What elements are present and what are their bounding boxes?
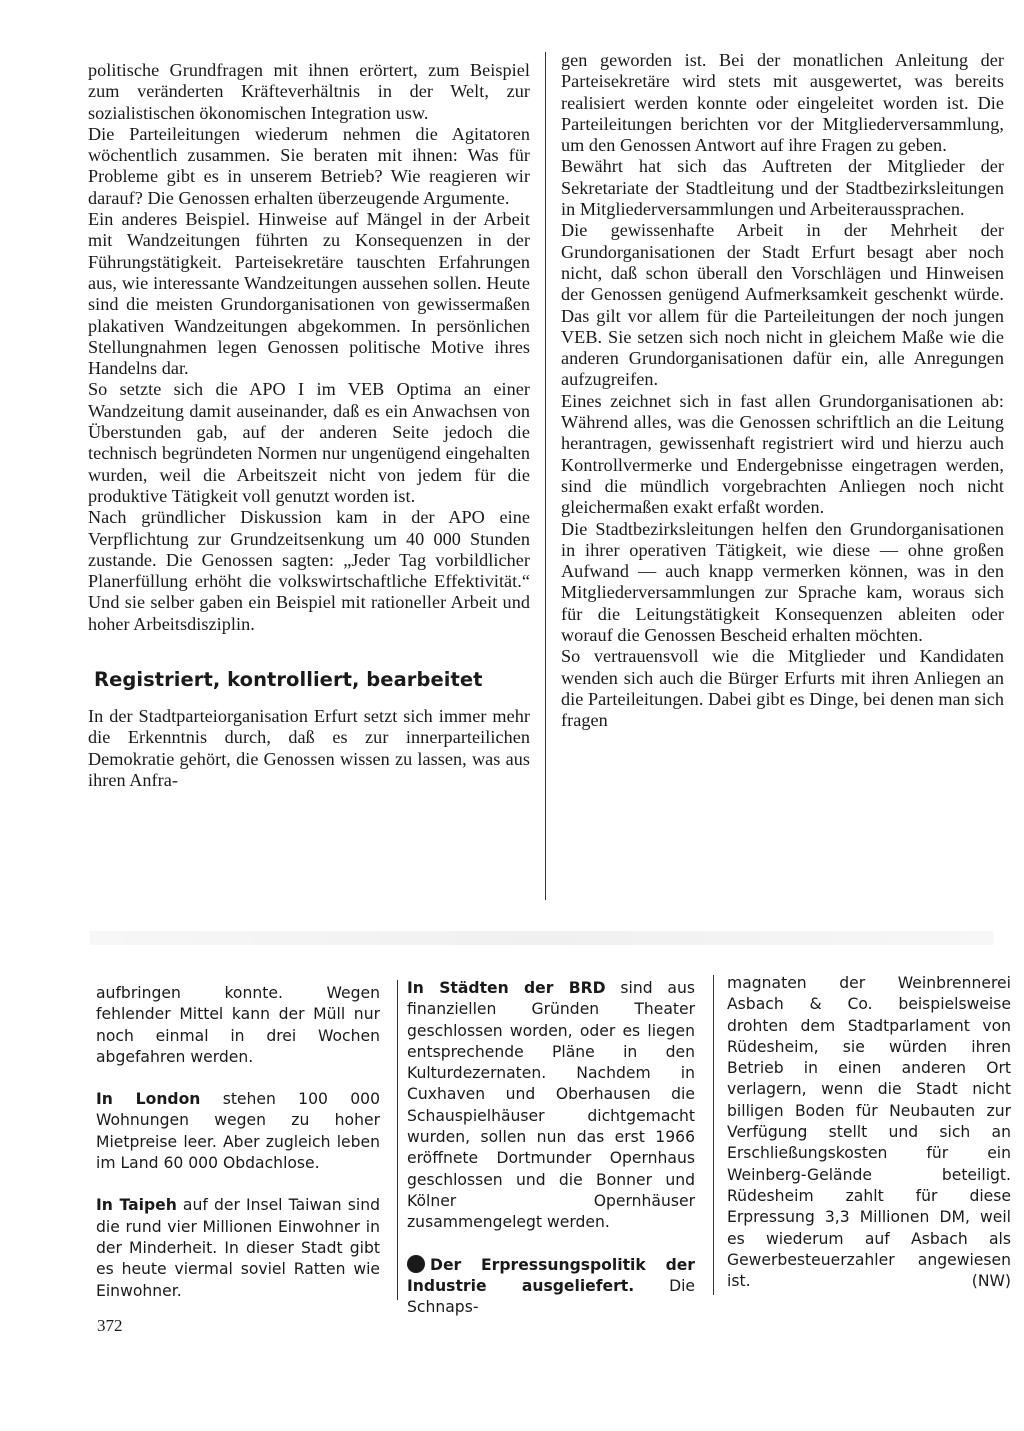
source-signoff: (NW) [971, 1272, 1011, 1291]
news-text: stehen 100 000 Wohnungen wegen zu hoher Mietpreise leer. Aber zugleich leben im Land 60 000 Obdachlose. [96, 1090, 381, 1173]
news-text: sind aus finanziellen Gründen Theater geschlossen worden, oder es liegen entsprechende Pläne in den Kulturdezernaten. Nachdem in Cuxhaven und Oberhausen die Schauspielhäuser dichtgemacht wurden, sollen nun das erst 1966 eröffnete Dortmunder Opernhaus geschlossen und die Bonner und Kölner Opernhäuser zusammengelegt werden. [407, 979, 695, 1232]
page-number: 372 [97, 1316, 123, 1335]
section-heading: Registriert, kontrolliert, bearbeitet [94, 668, 483, 692]
paragraph: Ein anderes Beispiel. Hinweise auf Mängel in der Arbeit mit Wandzeitungen führten zu Konsequenzen in der Führungstätigkeit. Parteisekretäre tauschten Erfahrungen aus, wie interessante Wandzeitungen aussehen sollen. Heute sind die meisten Grundorganisationen von gewissermaßen plakativen Wandzeitungen abgekommen. In persönlichen Stellungnahmen legen Genossen politische Motive ihres Handelns dar. [88, 209, 530, 379]
paragraph: So vertrauensvoll wie die Mitglieder und Kandidaten wenden sich auch die Bürger Erfurts mit ihren Anliegen an die Parteileitungen. Dabei gibt es Dinge, bei denen man sich fragen [561, 646, 1004, 731]
column-divider-bottom-1 [397, 980, 398, 1300]
news-item [407, 978, 695, 1234]
news-column-3 [727, 973, 1011, 1292]
news-text: Die Schnaps- [407, 1276, 695, 1317]
paragraph: politische Grundfragen mit ihnen erörtert, zum Beispiel zum veränderten Kräfteverhältnis in der Welt, zur sozialistischen ökonomischen Integration usw. [88, 60, 530, 123]
news-lead: Der Erpressungspolitik der Industrie ausgeliefert. [407, 1255, 695, 1295]
paragraph: So setzte sich die APO I im VEB Optima an einer Wandzeitung damit auseinander, daß es ein Anwachsen von Überstunden gab, auf der anderen Seite jedoch die technisch begründeten Normen nur ungenügend eingehalten wurden, weil die Arbeitszeit nicht von jedem für die produktive Tätigkeit voll genutzt worden ist. [88, 379, 530, 506]
article-column-right [561, 50, 1004, 732]
section-divider [90, 931, 994, 945]
paragraph: Die Parteileitungen wiederum nehmen die Agitatoren wöchentlich zusammen. Sie beraten mit ihnen: Was für Probleme gibt es in unserem Betrieb? Wie reagieren wir darauf? Die Genossen erhalten überzeugende Argumente. [88, 123, 530, 208]
column-divider-top [545, 52, 546, 900]
paragraph: gen geworden ist. Bei der monatlichen Anleitung der Parteisekretäre wird stets mit ausgewertet, was bereits realisiert werden konnte oder eingeleitet worden ist. Die Parteileitungen berichten vor der Mitgliederversammlung, um den Genossen Antwort auf ihre Fragen zu geben. [561, 50, 1004, 156]
news-lead: In Städten der BRD [407, 979, 606, 997]
bullet-icon [407, 1255, 425, 1273]
news-lead: In Taipeh [96, 1196, 177, 1215]
paragraph: Bewährt hat sich das Auftreten der Mitglieder der Sekretariate der Stadtleitung und der Stadtbezirksleitungen in Mitgliederversammlungen und Arbeiteraussprachen. [561, 156, 1004, 220]
paragraph: Nach gründlicher Diskussion kam in der APO eine Verpflichtung zur Grundzeitsenkung um 40 000 Stunden zustande. Die Genossen sagten: „Jeder Tag vorbildlicher Planerfüllung erhöht die volkswirtschaftliche Effektivität.“ Und sie selber gaben ein Beispiel mit rationeller Arbeit und hoher Arbeitsdisziplin. [88, 507, 530, 634]
paragraph: Eines zeichnet sich in fast allen Grundorganisationen ab: Während alles, was die Genossen schriftlich an die Leitung herantragen, gewissenhaft registriert wird und hierzu auch Kontrollvermerke und Endergebnisse eingetragen werden, sind die mündlich vorgebrachten Anliegen noch nicht gleichermaßen exakt erfaßt worden. [561, 390, 1004, 518]
news-item [407, 1255, 695, 1319]
column-divider-bottom-2 [713, 975, 714, 1295]
news-item [96, 1195, 380, 1301]
news-item [727, 973, 1011, 1292]
paragraph: Die gewissenhafte Arbeit in der Mehrheit der Grundorganisationen der Stadt Erfurt besagt aber noch nicht, daß schon überall den Vorschlägen und Hinweisen der Genossen genügend Aufmerksamkeit geschenkt würde. Das gilt vor allem für die Parteileitungen der noch jungen VEB. Sie setzen sich noch nicht in gleichem Maße wie die anderen Grundorganisationen dafür ein, alle Anregungen aufzugreifen. [561, 220, 1004, 390]
news-column-2 [407, 978, 695, 1318]
news-item [96, 1089, 380, 1174]
news-text: auf der Insel Taiwan sind die rund vier Millionen Einwohner in der Minderheit. In dieser Stadt gibt es heute viermal soviel Ratten wie Einwohner. [96, 1196, 380, 1300]
paragraph: Die Stadtbezirksleitungen helfen den Grundorganisationen in ihrer operativen Tätigkeit, wie diese — ohne großen Aufwand — auch knapp vermerken können, was in den Mitgliederversammlungen zur Sprache kam, woraus sich für die Leitungstätigkeit Konsequenzen ableiten oder worauf die Genossen Bescheid erhalten möchten. [561, 518, 1004, 646]
news-text: magnaten der Weinbrennerei Asbach & Co. beispielsweise drohten dem Stadtparlament von Rüdesheim, sie würden ihren Betrieb in einen anderen Ort verlagern, wenn die Stadt nicht billigen Boden für Neubauten zur Verfügung stellt und sich an Erschließungskosten für ein Weinberg-Gelände beteiligt. Rüdesheim zahlt für diese Erpressung 3,3 Millionen DM, weil es wiederum auf Asbach als Gewerbesteuerzahler angewiesen ist. [727, 974, 1011, 1291]
article-column-left [88, 60, 530, 791]
news-lead: In London [96, 1090, 201, 1109]
news-item: aufbringen konnte. Wegen fehlender Mittel kann der Müll nur noch einmal in drei Wochen abgefahren werden. [96, 984, 380, 1066]
paragraph: In der Stadtparteiorganisation Erfurt setzt sich immer mehr die Erkenntnis durch, daß es zur innerparteilichen Demokratie gehört, die Genossen wissen zu lassen, was aus ihren Anfra- [88, 706, 530, 790]
news-column-1 [96, 983, 380, 1302]
